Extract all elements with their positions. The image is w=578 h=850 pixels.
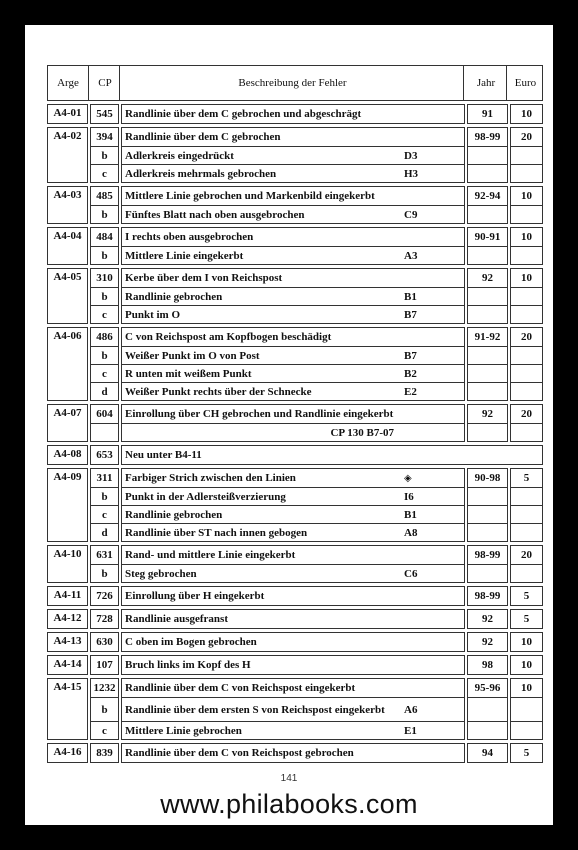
jahr-value: 98-99 <box>474 590 501 602</box>
jahr-column <box>467 186 508 224</box>
euro-value <box>511 382 542 400</box>
description-text: Randlinie über dem C von Reichspost eingekerbt <box>125 682 356 694</box>
description-text: Randlinie gebrochen <box>125 290 223 303</box>
cp-value: 839 <box>96 747 113 759</box>
euro-value: 20 <box>521 408 532 420</box>
error-table <box>47 65 543 766</box>
euro-value: 5 <box>523 747 530 759</box>
euro-value: 5 <box>523 590 530 602</box>
description-row <box>122 146 464 164</box>
position-code: C9 <box>404 208 418 221</box>
euro-value <box>511 364 542 382</box>
cp-column <box>90 678 119 740</box>
jahr-value: 94 <box>482 747 493 759</box>
arge-label: A4-09 <box>53 471 82 483</box>
position-code: ◈ <box>404 472 412 484</box>
catalog-page <box>25 25 553 825</box>
cp-column <box>90 655 119 675</box>
euro-value <box>511 423 542 441</box>
description-row <box>122 505 464 523</box>
jahr-column <box>467 227 508 265</box>
cp-value: 486 <box>96 331 113 343</box>
position-code: D3 <box>404 149 418 162</box>
jahr-value: 95-96 <box>474 682 501 694</box>
description-text: Kerbe über dem I von Reichspost <box>125 272 283 284</box>
euro-column <box>510 655 543 675</box>
jahr-column <box>467 468 508 542</box>
description-row <box>122 205 464 223</box>
euro-value: 10 <box>521 231 532 243</box>
description-row <box>122 364 464 382</box>
table-row-group <box>47 127 543 183</box>
table-row-group <box>47 186 543 224</box>
arge-label: A4-11 <box>53 589 82 601</box>
euro-column <box>510 609 543 629</box>
description-text: Fünftes Blatt nach oben ausgebrochen <box>125 208 305 221</box>
jahr-value <box>468 423 507 441</box>
jahr-column <box>467 127 508 183</box>
euro-column <box>510 678 543 740</box>
description-row <box>122 446 542 464</box>
jahr-value: 98-99 <box>474 131 501 143</box>
euro-value <box>511 697 542 721</box>
euro-value: 5 <box>523 472 530 484</box>
position-code: E1 <box>404 724 417 737</box>
jahr-value <box>468 505 507 523</box>
euro-value <box>511 164 542 182</box>
jahr-value <box>468 146 507 164</box>
description-text: Randlinie über dem ersten S von Reichspost eingekerbt <box>125 703 385 716</box>
table-row-group <box>47 545 543 583</box>
euro-value <box>511 505 542 523</box>
euro-column <box>510 268 543 324</box>
description-column <box>121 404 465 442</box>
jahr-value <box>468 205 507 223</box>
position-code: I6 <box>404 490 414 503</box>
euro-column <box>510 743 543 763</box>
description-row <box>122 697 464 721</box>
table-row-group <box>47 743 543 763</box>
arge-cell <box>47 655 88 675</box>
euro-column <box>510 186 543 224</box>
table-row-group <box>47 468 543 542</box>
cp-column <box>90 545 119 583</box>
description-row <box>122 382 464 400</box>
table-row-group <box>47 655 543 675</box>
cp-value: 604 <box>96 408 113 420</box>
description-row <box>122 679 464 697</box>
description-text: Weißer Punkt rechts über der Schnecke <box>125 385 312 398</box>
description-row <box>122 305 464 323</box>
cp-column <box>90 743 119 763</box>
description-column <box>121 743 465 763</box>
position-code: CP 130 B7-07 <box>330 426 394 439</box>
cp-value: 394 <box>96 131 113 143</box>
cp-value: 1232 <box>93 682 116 694</box>
description-text: Randlinie über ST nach innen gebogen <box>125 526 308 539</box>
description-row <box>122 487 464 505</box>
euro-value: 10 <box>521 272 532 284</box>
position-code: B7 <box>404 308 417 321</box>
arge-label: A4-05 <box>53 271 82 283</box>
description-row <box>122 587 464 605</box>
cp-column <box>90 632 119 652</box>
description-text: Randlinie über dem C gebrochen und abgeschrägt <box>125 108 362 120</box>
cp-column <box>90 327 119 401</box>
arge-label: A4-16 <box>53 746 82 758</box>
description-text: Randlinie über dem C gebrochen <box>125 131 281 143</box>
arge-cell <box>47 586 88 606</box>
euro-value <box>511 564 542 582</box>
euro-column <box>510 104 543 124</box>
cp-value: 726 <box>96 590 113 602</box>
jahr-value <box>468 364 507 382</box>
table-row-group <box>47 445 543 465</box>
jahr-column <box>467 327 508 401</box>
cp-value: 630 <box>96 636 113 648</box>
description-row <box>122 269 464 287</box>
arge-cell <box>47 186 88 224</box>
cp-value: 310 <box>96 272 113 284</box>
cp-value: b <box>91 146 118 164</box>
euro-value: 10 <box>521 108 532 120</box>
description-row <box>122 405 464 423</box>
position-code: B7 <box>404 349 417 362</box>
publisher-url: www.philabooks.com <box>160 789 418 819</box>
description-row <box>122 346 464 364</box>
cp-column <box>90 268 119 324</box>
description-column <box>121 545 465 583</box>
table-header <box>47 65 543 101</box>
description-row <box>122 656 464 674</box>
cp-value: d <box>91 523 118 541</box>
arge-cell <box>47 227 88 265</box>
cp-column <box>90 586 119 606</box>
description-text: Einrollung über CH gebrochen und Randlinie eingekerbt <box>125 408 394 420</box>
description-text: Adlerkreis eingedrückt <box>125 149 234 162</box>
jahr-value <box>468 287 507 305</box>
position-code: H3 <box>404 167 419 180</box>
header-euro: Euro <box>514 77 537 89</box>
jahr-value: 98-99 <box>474 549 501 561</box>
header-jahr: Jahr <box>466 66 507 100</box>
euro-value: 20 <box>521 549 532 561</box>
description-column <box>121 678 465 740</box>
arge-label: A4-10 <box>53 548 82 560</box>
euro-value <box>511 205 542 223</box>
jahr-column <box>467 678 508 740</box>
arge-label: A4-08 <box>53 448 82 460</box>
euro-value: 10 <box>521 659 532 671</box>
euro-value: 20 <box>521 331 532 343</box>
arge-label: A4-13 <box>53 635 82 647</box>
jahr-value: 92-94 <box>474 190 501 202</box>
jahr-value: 90-91 <box>474 231 501 243</box>
jahr-value: 92 <box>482 408 493 420</box>
jahr-value <box>468 346 507 364</box>
cp-column <box>90 468 119 542</box>
position-code: E2 <box>404 385 417 398</box>
table-row-group <box>47 632 543 652</box>
description-column <box>121 609 465 629</box>
description-row <box>122 564 464 582</box>
description-row <box>122 423 464 441</box>
euro-value: 10 <box>521 682 532 694</box>
description-column <box>121 445 543 465</box>
cp-column <box>90 227 119 265</box>
description-text: Neu unter B4-11 <box>125 449 202 461</box>
table-row-group <box>47 327 543 401</box>
cp-value: b <box>91 564 118 582</box>
arge-cell <box>47 632 88 652</box>
arge-label: A4-12 <box>53 612 82 624</box>
arge-cell <box>47 404 88 442</box>
description-text: R unten mit weißem Punkt <box>125 367 252 380</box>
description-row <box>122 721 464 739</box>
euro-value: 10 <box>521 636 532 648</box>
table-body <box>47 104 543 763</box>
cp-value: b <box>91 205 118 223</box>
jahr-value <box>468 164 507 182</box>
jahr-column <box>467 609 508 629</box>
description-text: Steg gebrochen <box>125 567 197 580</box>
euro-value: 10 <box>521 190 532 202</box>
description-row <box>122 744 464 762</box>
description-text: Adlerkreis mehrmals gebrochen <box>125 167 277 180</box>
description-text: I rechts oben ausgebrochen <box>125 231 254 243</box>
arge-cell <box>47 445 88 465</box>
position-code: B1 <box>404 508 417 521</box>
description-column <box>121 268 465 324</box>
description-text: Mittlere Linie eingekerbt <box>125 249 244 262</box>
euro-value <box>511 287 542 305</box>
description-row <box>122 546 464 564</box>
description-text: Randlinie über dem C von Reichspost gebrochen <box>125 747 354 759</box>
cp-value: 545 <box>96 108 113 120</box>
euro-value <box>511 721 542 739</box>
description-text: C von Reichspost am Kopfbogen beschädigt <box>125 331 332 343</box>
jahr-column <box>467 655 508 675</box>
description-text: Randlinie gebrochen <box>125 508 223 521</box>
description-text: Einrollung über H eingekerbt <box>125 590 265 602</box>
cp-value: 311 <box>96 472 113 484</box>
description-text: Rand- und mittlere Linie eingekerbt <box>125 549 296 561</box>
description-text: Punkt in der Adlersteißverzierung <box>125 490 286 503</box>
description-text: Bruch links im Kopf des H <box>125 659 251 671</box>
jahr-value <box>468 564 507 582</box>
arge-label: A4-04 <box>53 230 82 242</box>
cp-value: 653 <box>96 449 113 461</box>
jahr-value: 90-98 <box>474 472 501 484</box>
arge-cell <box>47 468 88 542</box>
cp-column <box>90 104 119 124</box>
jahr-value: 91 <box>482 108 493 120</box>
description-row <box>122 228 464 246</box>
arge-cell <box>47 545 88 583</box>
cp-value: b <box>91 346 118 364</box>
position-code: C6 <box>404 567 418 580</box>
description-row <box>122 105 464 123</box>
description-column <box>121 468 465 542</box>
jahr-column <box>467 104 508 124</box>
jahr-value <box>468 382 507 400</box>
arge-label: A4-02 <box>53 130 82 142</box>
jahr-value: 92 <box>482 636 493 648</box>
jahr-value <box>468 305 507 323</box>
description-row <box>122 187 464 205</box>
jahr-value <box>468 721 507 739</box>
euro-value <box>511 487 542 505</box>
cp-value: c <box>91 721 118 739</box>
description-text: Mittlere Linie gebrochen und Markenbild eingekerbt <box>125 190 375 202</box>
jahr-value <box>468 523 507 541</box>
jahr-value: 98 <box>482 659 493 671</box>
description-text: Punkt im O <box>125 308 181 321</box>
cp-value: 728 <box>96 613 113 625</box>
cp-value: 485 <box>96 190 113 202</box>
description-column <box>121 104 465 124</box>
arge-label: A4-15 <box>53 681 82 693</box>
euro-value <box>511 146 542 164</box>
header-beschreibung: Beschreibung der Fehler <box>122 66 464 100</box>
header-arge: Arge <box>48 66 89 100</box>
description-row <box>122 164 464 182</box>
description-column <box>121 327 465 401</box>
jahr-column <box>467 545 508 583</box>
description-row <box>122 128 464 146</box>
table-row-group <box>47 678 543 740</box>
description-row <box>122 287 464 305</box>
arge-cell <box>47 743 88 763</box>
cp-value: b <box>91 697 118 721</box>
jahr-value: 92 <box>482 272 493 284</box>
euro-value: 5 <box>523 613 530 625</box>
description-row <box>122 610 464 628</box>
description-text: Weißer Punkt im O von Post <box>125 349 260 362</box>
cp-value: d <box>91 382 118 400</box>
cp-column <box>90 404 119 442</box>
description-text: Randlinie ausgefranst <box>125 613 228 625</box>
arge-cell <box>47 104 88 124</box>
euro-value: 20 <box>521 131 532 143</box>
euro-column <box>510 632 543 652</box>
position-code: A3 <box>404 249 418 262</box>
cp-value: c <box>91 164 118 182</box>
arge-label: A4-03 <box>53 189 82 201</box>
description-column <box>121 186 465 224</box>
cp-column <box>90 127 119 183</box>
arge-cell <box>47 678 88 740</box>
cp-value: 631 <box>96 549 113 561</box>
description-row <box>122 523 464 541</box>
arge-label: A4-06 <box>53 330 82 342</box>
jahr-column <box>467 404 508 442</box>
euro-column <box>510 545 543 583</box>
cp-column <box>90 445 119 465</box>
euro-column <box>510 468 543 542</box>
cp-value: c <box>91 505 118 523</box>
euro-column <box>510 327 543 401</box>
description-column <box>121 586 465 606</box>
jahr-column <box>467 632 508 652</box>
jahr-value <box>468 487 507 505</box>
position-code: A6 <box>404 703 418 716</box>
euro-column <box>510 404 543 442</box>
table-row-group <box>47 227 543 265</box>
page-number: 141 <box>280 773 298 784</box>
description-column <box>121 655 465 675</box>
jahr-column <box>467 586 508 606</box>
cp-value: c <box>91 364 118 382</box>
description-row <box>122 246 464 264</box>
arge-cell <box>47 127 88 183</box>
euro-value <box>511 305 542 323</box>
position-code: B2 <box>404 367 417 380</box>
arge-label: A4-01 <box>53 107 82 119</box>
jahr-value <box>468 697 507 721</box>
jahr-column <box>467 743 508 763</box>
cp-value: 107 <box>96 659 113 671</box>
description-column <box>121 127 465 183</box>
jahr-value <box>468 246 507 264</box>
arge-cell <box>47 609 88 629</box>
description-text: Farbiger Strich zwischen den Linien <box>125 472 296 484</box>
table-row-group <box>47 609 543 629</box>
euro-column <box>510 127 543 183</box>
euro-value <box>511 523 542 541</box>
cp-value: 484 <box>96 231 113 243</box>
euro-value <box>511 346 542 364</box>
description-text: Mittlere Linie gebrochen <box>125 724 242 737</box>
cp-value <box>91 423 118 441</box>
table-row-group <box>47 104 543 124</box>
jahr-value: 92 <box>482 613 493 625</box>
cp-value: b <box>91 487 118 505</box>
cp-column <box>90 609 119 629</box>
jahr-value: 91-92 <box>474 331 501 343</box>
table-row-group <box>47 268 543 324</box>
arge-label: A4-14 <box>53 658 82 670</box>
table-row-group <box>47 586 543 606</box>
description-row <box>122 328 464 346</box>
arge-cell <box>47 327 88 401</box>
cp-value: b <box>91 246 118 264</box>
cp-column <box>90 186 119 224</box>
jahr-column <box>467 268 508 324</box>
cp-value: c <box>91 305 118 323</box>
description-column <box>121 227 465 265</box>
arge-cell <box>47 268 88 324</box>
description-row <box>122 633 464 651</box>
euro-value <box>511 246 542 264</box>
description-text: C oben im Bogen gebrochen <box>125 636 257 648</box>
table-row-group <box>47 404 543 442</box>
arge-label: A4-07 <box>53 407 82 419</box>
position-code: A8 <box>404 526 418 539</box>
euro-column <box>510 227 543 265</box>
position-code: B1 <box>404 290 417 303</box>
header-cp: CP <box>91 66 120 100</box>
cp-value: b <box>91 287 118 305</box>
description-column <box>121 632 465 652</box>
euro-column <box>510 586 543 606</box>
description-row <box>122 469 464 487</box>
